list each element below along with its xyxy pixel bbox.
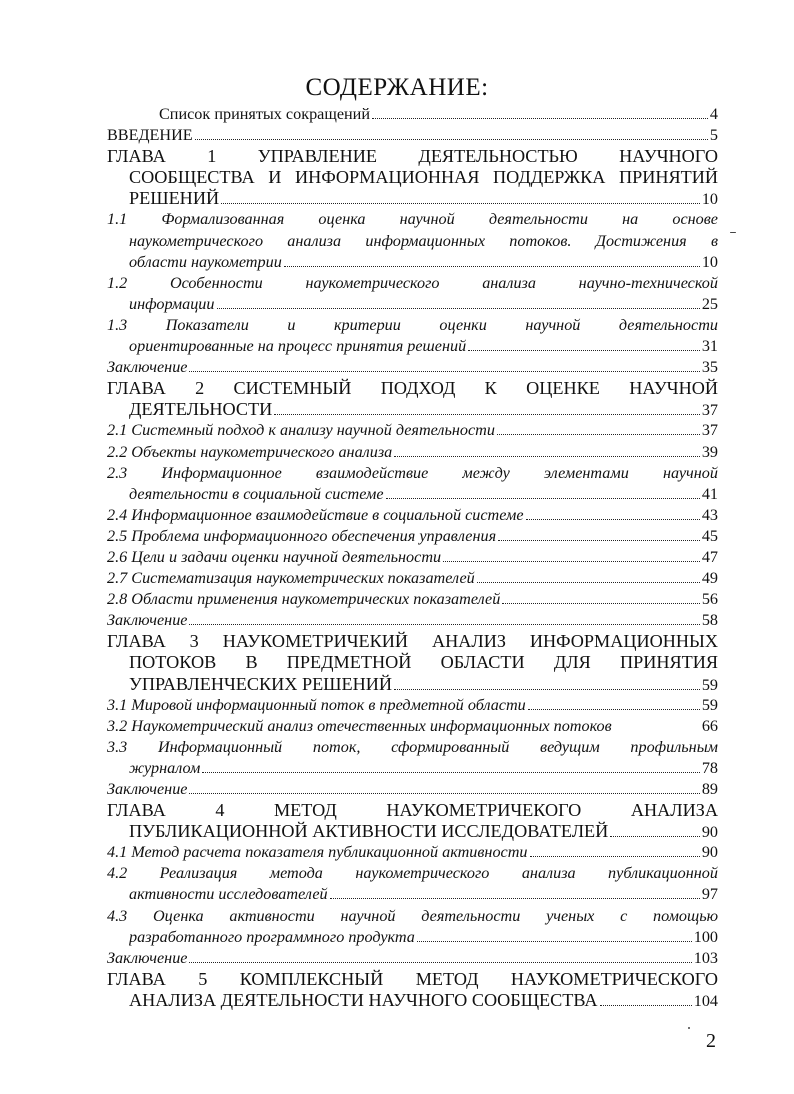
toc-entry-text: ПУБЛИКАЦИОННОЙ АКТИВНОСТИ ИССЛЕДОВАТЕЛЕЙ xyxy=(129,821,609,842)
dot-leader xyxy=(330,898,700,899)
toc-page-number: 47 xyxy=(701,547,718,566)
scan-speck xyxy=(688,1027,690,1029)
toc-entry-text: деятельности в социальной системе xyxy=(129,484,384,503)
toc-page-number: 59 xyxy=(701,675,718,694)
toc-page-number: 49 xyxy=(701,569,718,588)
dot-leader xyxy=(443,561,700,562)
dot-leader xyxy=(477,582,700,583)
dot-leader xyxy=(417,941,692,942)
toc-entry-text: АНАЛИЗА ДЕЯТЕЛЬНОСТИ НАУЧНОГО СООБЩЕСТВА xyxy=(129,989,598,1010)
toc-entry-text: 3.1 Мировой информационный поток в предметной области xyxy=(107,695,526,714)
toc-entry-text: ПОТОКОВ В ПРЕДМЕТНОЙ ОБЛАСТИ ДЛЯ ПРИНЯТИЯ xyxy=(129,652,718,673)
toc-page-number: 25 xyxy=(701,294,718,313)
toc-entry-text: 3.2 Наукометрический анализ отечественных информационных потоков xyxy=(107,716,612,735)
toc-page-number: 5 xyxy=(709,126,718,145)
toc-entry[interactable] xyxy=(107,800,718,842)
toc-entry-text: 4.3 Оценка активности научной деятельности ученых с помощью xyxy=(107,906,718,925)
toc-page-number: 97 xyxy=(701,885,718,904)
toc-entry[interactable] xyxy=(107,737,718,779)
toc-entry[interactable] xyxy=(107,526,718,547)
toc-page-number: 41 xyxy=(701,484,718,503)
toc-entry-text: наукометрического анализа информационных потоков. Достижения в xyxy=(129,231,718,250)
toc-entry-text: разработанного программного продукта xyxy=(129,927,415,946)
toc-entry-text: ГЛАВА 2 СИСТЕМНЫЙ ПОДХОД К ОЦЕНКЕ НАУЧНОЙ xyxy=(107,378,718,399)
toc-entry-text: 1.1 Формализованная оценка научной деятельности на основе xyxy=(107,210,718,229)
dot-leader xyxy=(195,139,708,140)
dot-leader xyxy=(189,962,691,963)
toc-entry[interactable] xyxy=(107,716,718,737)
page-title: СОДЕРЖАНИЕ: xyxy=(305,74,489,101)
toc-entry-text: УПРАВЛЕНЧЕСКИХ РЕШЕНИЙ xyxy=(129,673,393,694)
toc-page-number: 4 xyxy=(709,105,718,123)
toc-entry-text: 2.8 Области применения наукометрических показателей xyxy=(107,590,501,609)
toc-entry-text: Заключение xyxy=(107,358,188,377)
toc-page-number: 37 xyxy=(701,421,718,440)
toc-entry[interactable] xyxy=(107,125,718,146)
toc-page-number: 78 xyxy=(701,758,718,777)
toc-entry[interactable] xyxy=(107,906,718,948)
toc-entry-text: 4.2 Реализация метода наукометрического анализа публикационной xyxy=(107,864,718,883)
toc-entry-text: области наукометрии xyxy=(129,252,282,271)
toc-page-number: 89 xyxy=(701,780,718,798)
toc-entry[interactable] xyxy=(107,442,718,463)
toc-entry[interactable] xyxy=(107,273,718,315)
toc-entry-text: Заключение xyxy=(107,948,188,967)
toc-entry[interactable] xyxy=(107,631,718,694)
toc-entry[interactable] xyxy=(107,695,718,716)
toc-entry[interactable] xyxy=(107,378,718,420)
toc-entry-text: 2.2 Объекты наукометрического анализа xyxy=(107,442,393,461)
toc-entry[interactable] xyxy=(107,420,718,441)
dot-leader xyxy=(221,203,700,204)
toc-entry[interactable] xyxy=(107,610,718,631)
toc-entry-text: Заключение xyxy=(107,780,188,798)
toc-page-number: 66 xyxy=(701,716,718,735)
toc-entry[interactable] xyxy=(107,209,718,272)
toc-entry[interactable] xyxy=(107,104,718,125)
toc-page-number: 103 xyxy=(693,948,718,967)
toc-entry-text: РЕШЕНИЙ xyxy=(129,188,220,209)
dot-leader xyxy=(468,350,700,351)
toc-page-number: 59 xyxy=(701,695,718,714)
dot-leader xyxy=(189,793,699,794)
toc-entry[interactable] xyxy=(107,146,718,209)
dot-leader xyxy=(600,1005,692,1006)
dot-leader xyxy=(217,308,700,309)
toc-entry-text: СООБЩЕСТВА И ИНФОРМАЦИОННАЯ ПОДДЕРЖКА ПРИНЯТИЙ xyxy=(129,167,718,188)
toc-entry-text: 1.3 Показатели и критерии оценки научной деятельности xyxy=(107,315,718,334)
toc-entry-text: 2.5 Проблема информационного обеспечения управления xyxy=(107,526,497,545)
dot-leader xyxy=(394,456,700,457)
toc-entry[interactable] xyxy=(107,779,718,800)
toc-entry[interactable] xyxy=(107,463,718,505)
toc-page-number: 43 xyxy=(701,505,718,524)
toc-page-number: 100 xyxy=(693,927,718,946)
toc-page-number: 10 xyxy=(701,190,718,209)
dot-leader xyxy=(372,118,708,119)
toc-entry-text: активности исследователей xyxy=(129,885,328,904)
toc-page-number: 35 xyxy=(701,358,718,377)
toc-entry[interactable] xyxy=(107,547,718,568)
toc-page-number: 37 xyxy=(701,401,718,420)
dot-leader xyxy=(189,624,699,625)
scan-speck xyxy=(730,232,736,233)
toc-entry-text: Список принятых сокращений xyxy=(159,105,370,123)
toc-page-number: 90 xyxy=(701,823,718,842)
dot-leader xyxy=(498,540,700,541)
toc-entry[interactable] xyxy=(107,948,718,969)
dot-leader xyxy=(284,266,700,267)
toc-entry[interactable] xyxy=(107,357,718,378)
dot-leader xyxy=(526,519,700,520)
toc-entry-text: Заключение xyxy=(107,611,188,630)
toc-page-number: 104 xyxy=(693,991,718,1010)
toc-entry-text: 2.3 Информационное взаимодействие между элементами научной xyxy=(107,463,718,482)
dot-leader xyxy=(202,772,700,773)
dot-leader xyxy=(497,434,700,435)
toc-entry-text: ДЕЯТЕЛЬНОСТИ xyxy=(129,399,273,420)
toc-entry[interactable] xyxy=(107,589,718,610)
toc-page-number: 58 xyxy=(701,611,718,630)
dot-leader xyxy=(189,371,699,372)
toc-entry-text: ГЛАВА 4 МЕТОД НАУКОМЕТРИЧЕКОГО АНАЛИЗА xyxy=(107,800,718,821)
toc-entry-text: 2.1 Системный подход к анализу научной деятельности xyxy=(107,421,495,440)
dot-leader xyxy=(502,603,699,604)
toc-entry-text: ГЛАВА 1 УПРАВЛЕНИЕ ДЕЯТЕЛЬНОСТЬЮ НАУЧНОГО xyxy=(107,146,718,167)
toc-page-number: 31 xyxy=(701,337,718,356)
toc-entry[interactable] xyxy=(107,863,718,905)
toc-entry-text: 4.1 Метод расчета показателя публикационной активности xyxy=(107,843,528,862)
toc-entry-text: 2.4 Информационное взаимодействие в социальной системе xyxy=(107,505,524,524)
toc-page-number: 90 xyxy=(701,843,718,862)
table-of-contents xyxy=(107,104,718,1011)
toc-entry-text: ВВЕДЕНИЕ xyxy=(107,126,193,145)
toc-page-number: 56 xyxy=(701,590,718,609)
toc-entry[interactable] xyxy=(107,969,718,1011)
page-number: 2 xyxy=(706,1030,716,1052)
toc-entry[interactable] xyxy=(107,505,718,526)
toc-entry-text: журналом xyxy=(129,758,201,777)
toc-page-number: 10 xyxy=(701,252,718,271)
toc-entry-text: ориентированные на процесс принятия решений xyxy=(129,337,467,356)
toc-entry[interactable] xyxy=(107,568,718,589)
toc-entry-text: 2.7 Систематизация наукометрических показателей xyxy=(107,569,475,588)
toc-entry-text: информации xyxy=(129,294,215,313)
toc-entry-text: 2.6 Цели и задачи оценки научной деятельности xyxy=(107,547,442,566)
dot-leader xyxy=(610,836,700,837)
toc-entry[interactable] xyxy=(107,842,718,863)
toc-entry-text: 1.2 Особенности наукометрического анализа научно-технической xyxy=(107,273,718,292)
dot-leader xyxy=(386,498,700,499)
dot-leader xyxy=(530,856,700,857)
toc-entry-text: ГЛАВА 3 НАУКОМЕТРИЧЕКИЙ АНАЛИЗ ИНФОРМАЦИОННЫХ xyxy=(107,631,718,652)
toc-page-number: 39 xyxy=(701,442,718,461)
toc-page-number: 45 xyxy=(701,526,718,545)
dot-leader xyxy=(528,709,700,710)
toc-entry[interactable] xyxy=(107,315,718,357)
dot-leader xyxy=(394,689,700,690)
dot-leader xyxy=(274,414,700,415)
toc-entry-text: 3.3 Информационный поток, сформированный ведущим профильным xyxy=(107,737,718,756)
toc-entry-text: ГЛАВА 5 КОМПЛЕКСНЫЙ МЕТОД НАУКОМЕТРИЧЕСКОГО xyxy=(107,968,718,989)
